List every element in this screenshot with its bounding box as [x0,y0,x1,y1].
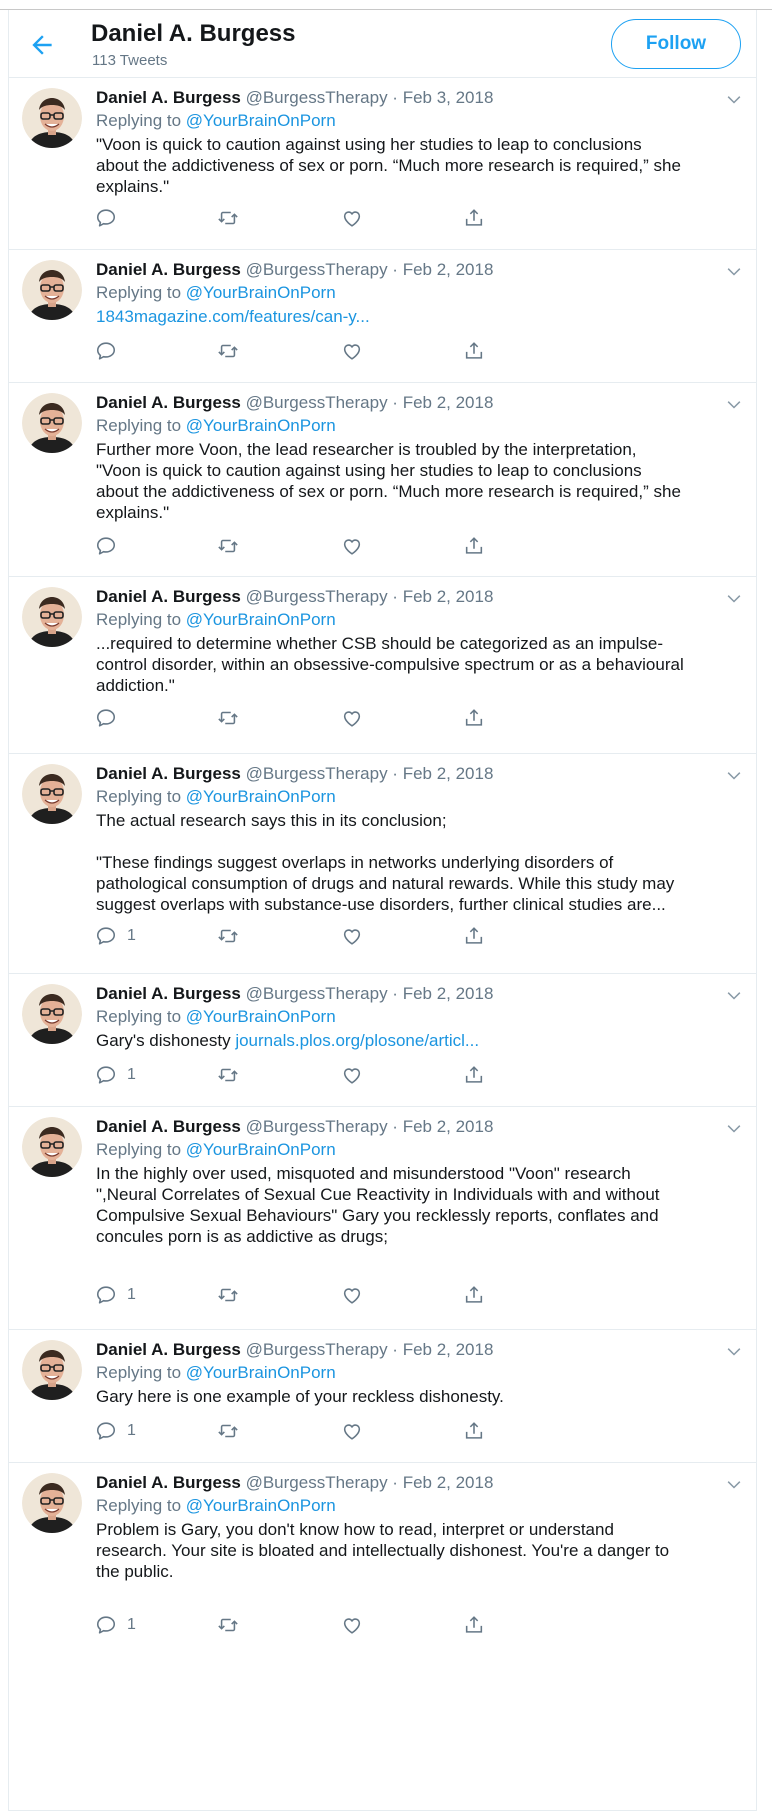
tweet-text [96,1518,756,1581]
share-button[interactable] [463,339,485,363]
tweet-date[interactable]: Feb 3, 2018 [402,88,494,107]
retweet-icon [217,535,239,557]
retweet-icon [217,707,239,729]
avatar[interactable] [22,393,82,453]
reply-icon [95,1420,117,1442]
tweet-header [96,587,716,607]
replying-to [96,787,336,807]
reply-button[interactable] [95,706,117,730]
reply-count: 1 [127,1422,136,1439]
reply-button[interactable] [95,339,117,363]
author-name[interactable]: Daniel A. Burgess [96,1117,241,1136]
tweet[interactable] [9,383,756,577]
tweet-actions [95,534,495,558]
heart-icon [341,1420,363,1442]
tweet-text-line: concules porn is as addictive as drugs; [96,1227,388,1246]
heart-icon [341,707,363,729]
tweet-text-line: control disorder, within an obsessive-compulsive spectrum or as a behavioural [96,655,684,674]
arrow-left-icon [25,28,59,62]
share-icon [463,1064,485,1086]
profile-name: Daniel A. Burgess [91,20,296,47]
tweet-menu-button[interactable] [724,262,744,282]
reply-icon [95,925,117,947]
tweet-text [96,809,756,914]
replying-to-label: Replying to [96,1363,186,1382]
tweet-date[interactable]: Feb 2, 2018 [402,587,494,606]
replying-to [96,1007,336,1027]
tweet-actions [95,1419,495,1443]
tweet[interactable] [9,78,756,250]
share-icon [463,1284,485,1306]
tweet-menu-button[interactable] [724,986,744,1006]
author-handle[interactable]: @BurgessTherapy [240,984,388,1003]
tweet-text [96,1385,756,1406]
tweet-text-line: research. Your site is bloated and intellectually dishonest. You're a danger to [96,1541,670,1560]
retweet-button[interactable] [217,1283,239,1307]
tweet-text-line: ",Neural Correlates of Sexual Cue Reactivity in Individuals with and without [96,1185,660,1204]
tweet-menu-button[interactable] [724,589,744,609]
mention-link[interactable]: @YourBrainOnPorn [185,1007,336,1026]
share-icon [463,1614,485,1636]
mention-link[interactable]: @YourBrainOnPorn [185,1140,336,1159]
share-button[interactable] [463,706,485,730]
retweet-button[interactable] [217,1613,239,1637]
replying-to-label: Replying to [96,610,186,629]
tweet-text-line: Compulsive Sexual Behaviours" Gary you recklessly reports, conflates and [96,1206,659,1225]
separator-dot: · [387,764,403,783]
share-button[interactable] [463,1419,485,1443]
reply-count: 1 [127,927,136,944]
author-handle[interactable]: @BurgessTherapy [240,260,388,279]
chevron-down-icon [724,589,744,609]
tweet[interactable] [9,250,756,383]
mention-link[interactable]: @YourBrainOnPorn [185,1496,336,1515]
separator-dot: · [387,393,403,412]
author-handle[interactable]: @BurgessTherapy [240,587,388,606]
tweet-text-line [96,1029,756,1053]
tweet-text [96,438,756,522]
like-button[interactable] [341,1419,363,1443]
share-button[interactable] [463,1613,485,1637]
reply-icon [95,207,117,229]
share-icon [463,925,485,947]
replying-to-label: Replying to [96,283,186,302]
heart-icon [341,925,363,947]
avatar[interactable] [22,764,82,824]
tweet-menu-button[interactable] [724,1342,744,1362]
profile-photo [22,1340,82,1400]
like-button[interactable] [341,706,363,730]
separator-dot: · [387,1117,403,1136]
replying-to [96,1140,336,1160]
share-button[interactable] [463,924,485,948]
chevron-down-icon [724,1342,744,1362]
profile-photo [22,764,82,824]
reply-icon [95,1284,117,1306]
avatar[interactable] [22,1117,82,1177]
reply-button[interactable] [95,1419,136,1443]
tweet-header [96,88,716,108]
reply-icon [95,1614,117,1636]
replying-to-label: Replying to [96,787,186,806]
tweet-text-line [96,830,756,851]
tweet[interactable] [9,754,756,974]
heart-icon [341,535,363,557]
tweet-actions [95,706,495,730]
tweet-text-line: explains." [96,503,170,522]
tweet-header [96,1473,716,1493]
reply-icon [95,340,117,362]
separator-dot: · [387,1340,403,1359]
share-icon [463,207,485,229]
tweet-text-line: pathological consumption of drugs and natural rewards. While this study may [96,874,675,893]
retweet-button[interactable] [217,1419,239,1443]
profile-photo [22,1473,82,1533]
retweet-button[interactable] [217,706,239,730]
chevron-down-icon [724,395,744,415]
author-name[interactable]: Daniel A. Burgess [96,984,241,1003]
tweet-text-line: "Voon is quick to caution against using her studies to leap to conclusions [96,461,642,480]
replying-to [96,1363,336,1383]
author-name[interactable]: Daniel A. Burgess [96,764,241,783]
reply-count: 1 [127,1066,136,1083]
share-icon [463,340,485,362]
avatar[interactable] [22,587,82,647]
tweet-count: 113 Tweets [92,52,168,69]
mention-link[interactable]: @YourBrainOnPorn [185,283,336,302]
reply-button[interactable] [95,1063,136,1087]
profile-photo [22,260,82,320]
tweet-text-line: Gary here is one example of your reckless dishonesty. [96,1387,504,1406]
replying-to-label: Replying to [96,1007,186,1026]
share-button[interactable] [463,1283,485,1307]
author-name[interactable]: Daniel A. Burgess [96,393,241,412]
tweet-text [96,133,756,196]
author-name[interactable]: Daniel A. Burgess [96,587,241,606]
tweet[interactable] [9,1463,756,1811]
tweet-date[interactable]: Feb 2, 2018 [402,984,494,1003]
reply-button[interactable] [95,924,136,948]
tweet-text-line: about the addictiveness of sex or porn. “Much more research is required,” she [96,156,681,175]
avatar[interactable] [22,88,82,148]
reply-button[interactable] [95,534,117,558]
replying-to [96,610,336,630]
replying-to-label: Replying to [96,1140,186,1159]
tweet-menu-button[interactable] [724,395,744,415]
tweet-text [96,305,756,329]
tweet-text-line: In the highly over used, misquoted and misunderstood "Voon" research [96,1164,631,1183]
reply-icon [95,1064,117,1086]
separator-dot: · [387,1473,403,1492]
retweet-button[interactable] [217,339,239,363]
author-name[interactable]: Daniel A. Burgess [96,1340,241,1359]
tweet-date[interactable]: Feb 2, 2018 [402,1340,494,1359]
tweet-text-line: explains." [96,177,170,196]
profile-photo [22,1117,82,1177]
profile-photo [22,587,82,647]
tweet-text-span: Gary's dishonesty [96,1031,236,1050]
reply-button[interactable] [95,1613,136,1637]
tweet-text [96,1029,756,1053]
avatar[interactable] [22,1473,82,1533]
tweet-text-line [96,305,756,329]
tweet-header [96,260,716,280]
retweet-icon [217,1420,239,1442]
separator-dot: · [387,587,403,606]
tweet[interactable] [9,1107,756,1330]
like-button[interactable] [341,206,363,230]
mention-link[interactable]: @YourBrainOnPorn [185,610,336,629]
tweet-actions [95,1283,495,1307]
author-name[interactable]: Daniel A. Burgess [96,1473,241,1492]
tweet-date[interactable]: Feb 2, 2018 [402,260,494,279]
profile-timeline [8,10,757,1811]
share-button[interactable] [463,206,485,230]
mention-link[interactable]: @YourBrainOnPorn [185,1363,336,1382]
tweet-menu-button[interactable] [724,1119,744,1139]
reply-button[interactable] [95,206,117,230]
tweet-header [96,1117,716,1137]
tweet-url-link[interactable]: 1843magazine.com/features/can-y... [96,307,370,326]
chevron-down-icon [724,986,744,1006]
reply-icon [95,535,117,557]
tweet-actions [95,1063,495,1087]
author-handle[interactable]: @BurgessTherapy [240,393,388,412]
author-name[interactable]: Daniel A. Burgess [96,88,241,107]
retweet-icon [217,340,239,362]
retweet-icon [217,925,239,947]
avatar[interactable] [22,260,82,320]
tweet-menu-button[interactable] [724,90,744,110]
reply-button[interactable] [95,1283,136,1307]
profile-photo [22,393,82,453]
like-button[interactable] [341,1063,363,1087]
follow-button[interactable]: Follow [611,19,741,69]
author-handle[interactable]: @BurgessTherapy [240,1473,388,1492]
tweet-actions [95,924,495,948]
mention-link[interactable]: @YourBrainOnPorn [185,787,336,806]
profile-photo [22,984,82,1044]
heart-icon [341,1614,363,1636]
like-button[interactable] [341,1613,363,1637]
tweet-actions [95,339,495,363]
share-icon [463,707,485,729]
tweet-header [96,393,716,413]
tweet-text-line: addiction." [96,676,175,695]
tweet-text-line: The actual research says this in its conclusion; [96,811,447,830]
tweet-text-line: the public. [96,1562,174,1581]
tweet-header [96,1340,716,1360]
share-button[interactable] [463,1063,485,1087]
replying-to-label: Replying to [96,1496,186,1515]
tweet-date[interactable]: Feb 2, 2018 [402,1473,494,1492]
separator-dot: · [387,88,403,107]
tweet-text-line: Problem is Gary, you don't know how to read, interpret or understand [96,1520,614,1539]
like-button[interactable] [341,1283,363,1307]
tweet-menu-button[interactable] [724,1475,744,1495]
tweet[interactable] [9,1330,756,1463]
tweet-text-line: Further more Voon, the lead researcher is troubled by the interpretation, [96,440,637,459]
tweet-header [96,984,716,1004]
author-handle[interactable]: @BurgessTherapy [240,764,388,783]
tweet[interactable] [9,974,756,1107]
tweet-text-line: "Voon is quick to caution against using her studies to leap to conclusions [96,135,642,154]
retweet-icon [217,207,239,229]
tweet[interactable] [9,577,756,754]
profile-header [9,10,756,78]
author-handle[interactable]: @BurgessTherapy [240,1340,388,1359]
heart-icon [341,207,363,229]
tweet-date[interactable]: Feb 2, 2018 [402,1117,494,1136]
retweet-icon [217,1064,239,1086]
chevron-down-icon [724,766,744,786]
retweet-icon [217,1614,239,1636]
tweet-header [96,764,716,784]
like-button[interactable] [341,534,363,558]
separator-dot: · [387,260,403,279]
tweet-actions [95,1613,495,1637]
retweet-icon [217,1284,239,1306]
replying-to [96,283,336,303]
tweet-text-line: "These findings suggest overlaps in networks underlying disorders of [96,853,614,872]
profile-photo [22,88,82,148]
like-button[interactable] [341,924,363,948]
reply-count: 1 [127,1286,136,1303]
avatar[interactable] [22,1340,82,1400]
chevron-down-icon [724,1475,744,1495]
author-name[interactable]: Daniel A. Burgess [96,260,241,279]
tweet-date[interactable]: Feb 2, 2018 [402,393,494,412]
back-button[interactable] [25,28,59,62]
retweet-button[interactable] [217,1063,239,1087]
replying-to-label: Replying to [96,111,186,130]
tweet-url-link[interactable]: journals.plos.org/plosone/articl... [235,1031,480,1050]
tweet-text [96,1162,756,1246]
heart-icon [341,1064,363,1086]
tweet-text [96,632,756,695]
separator-dot: · [387,984,403,1003]
replying-to [96,1496,336,1516]
tweet-actions [95,206,495,230]
retweet-button[interactable] [217,206,239,230]
share-icon [463,535,485,557]
tweet-menu-button[interactable] [724,766,744,786]
replying-to-label: Replying to [96,416,186,435]
tweet-text-line: ...required to determine whether CSB should be categorized as an impulse- [96,634,663,653]
chevron-down-icon [724,90,744,110]
share-icon [463,1420,485,1442]
reply-count: 1 [127,1616,136,1633]
mention-link[interactable]: @YourBrainOnPorn [185,416,336,435]
tweet-text-line: suggest overlaps with substance-use disorders, further clinical studies are... [96,895,666,914]
heart-icon [341,340,363,362]
tweet-date[interactable]: Feb 2, 2018 [402,764,494,783]
mention-link[interactable]: @YourBrainOnPorn [185,111,336,130]
replying-to [96,416,336,436]
heart-icon [341,1284,363,1306]
replying-to [96,111,336,131]
retweet-button[interactable] [217,924,239,948]
chevron-down-icon [724,262,744,282]
like-button[interactable] [341,339,363,363]
author-handle[interactable]: @BurgessTherapy [240,1117,388,1136]
retweet-button[interactable] [217,534,239,558]
reply-icon [95,707,117,729]
avatar[interactable] [22,984,82,1044]
author-handle[interactable]: @BurgessTherapy [240,88,388,107]
chevron-down-icon [724,1119,744,1139]
tweet-text-line: about the addictiveness of sex or porn. “Much more research is required,” she [96,482,681,501]
share-button[interactable] [463,534,485,558]
